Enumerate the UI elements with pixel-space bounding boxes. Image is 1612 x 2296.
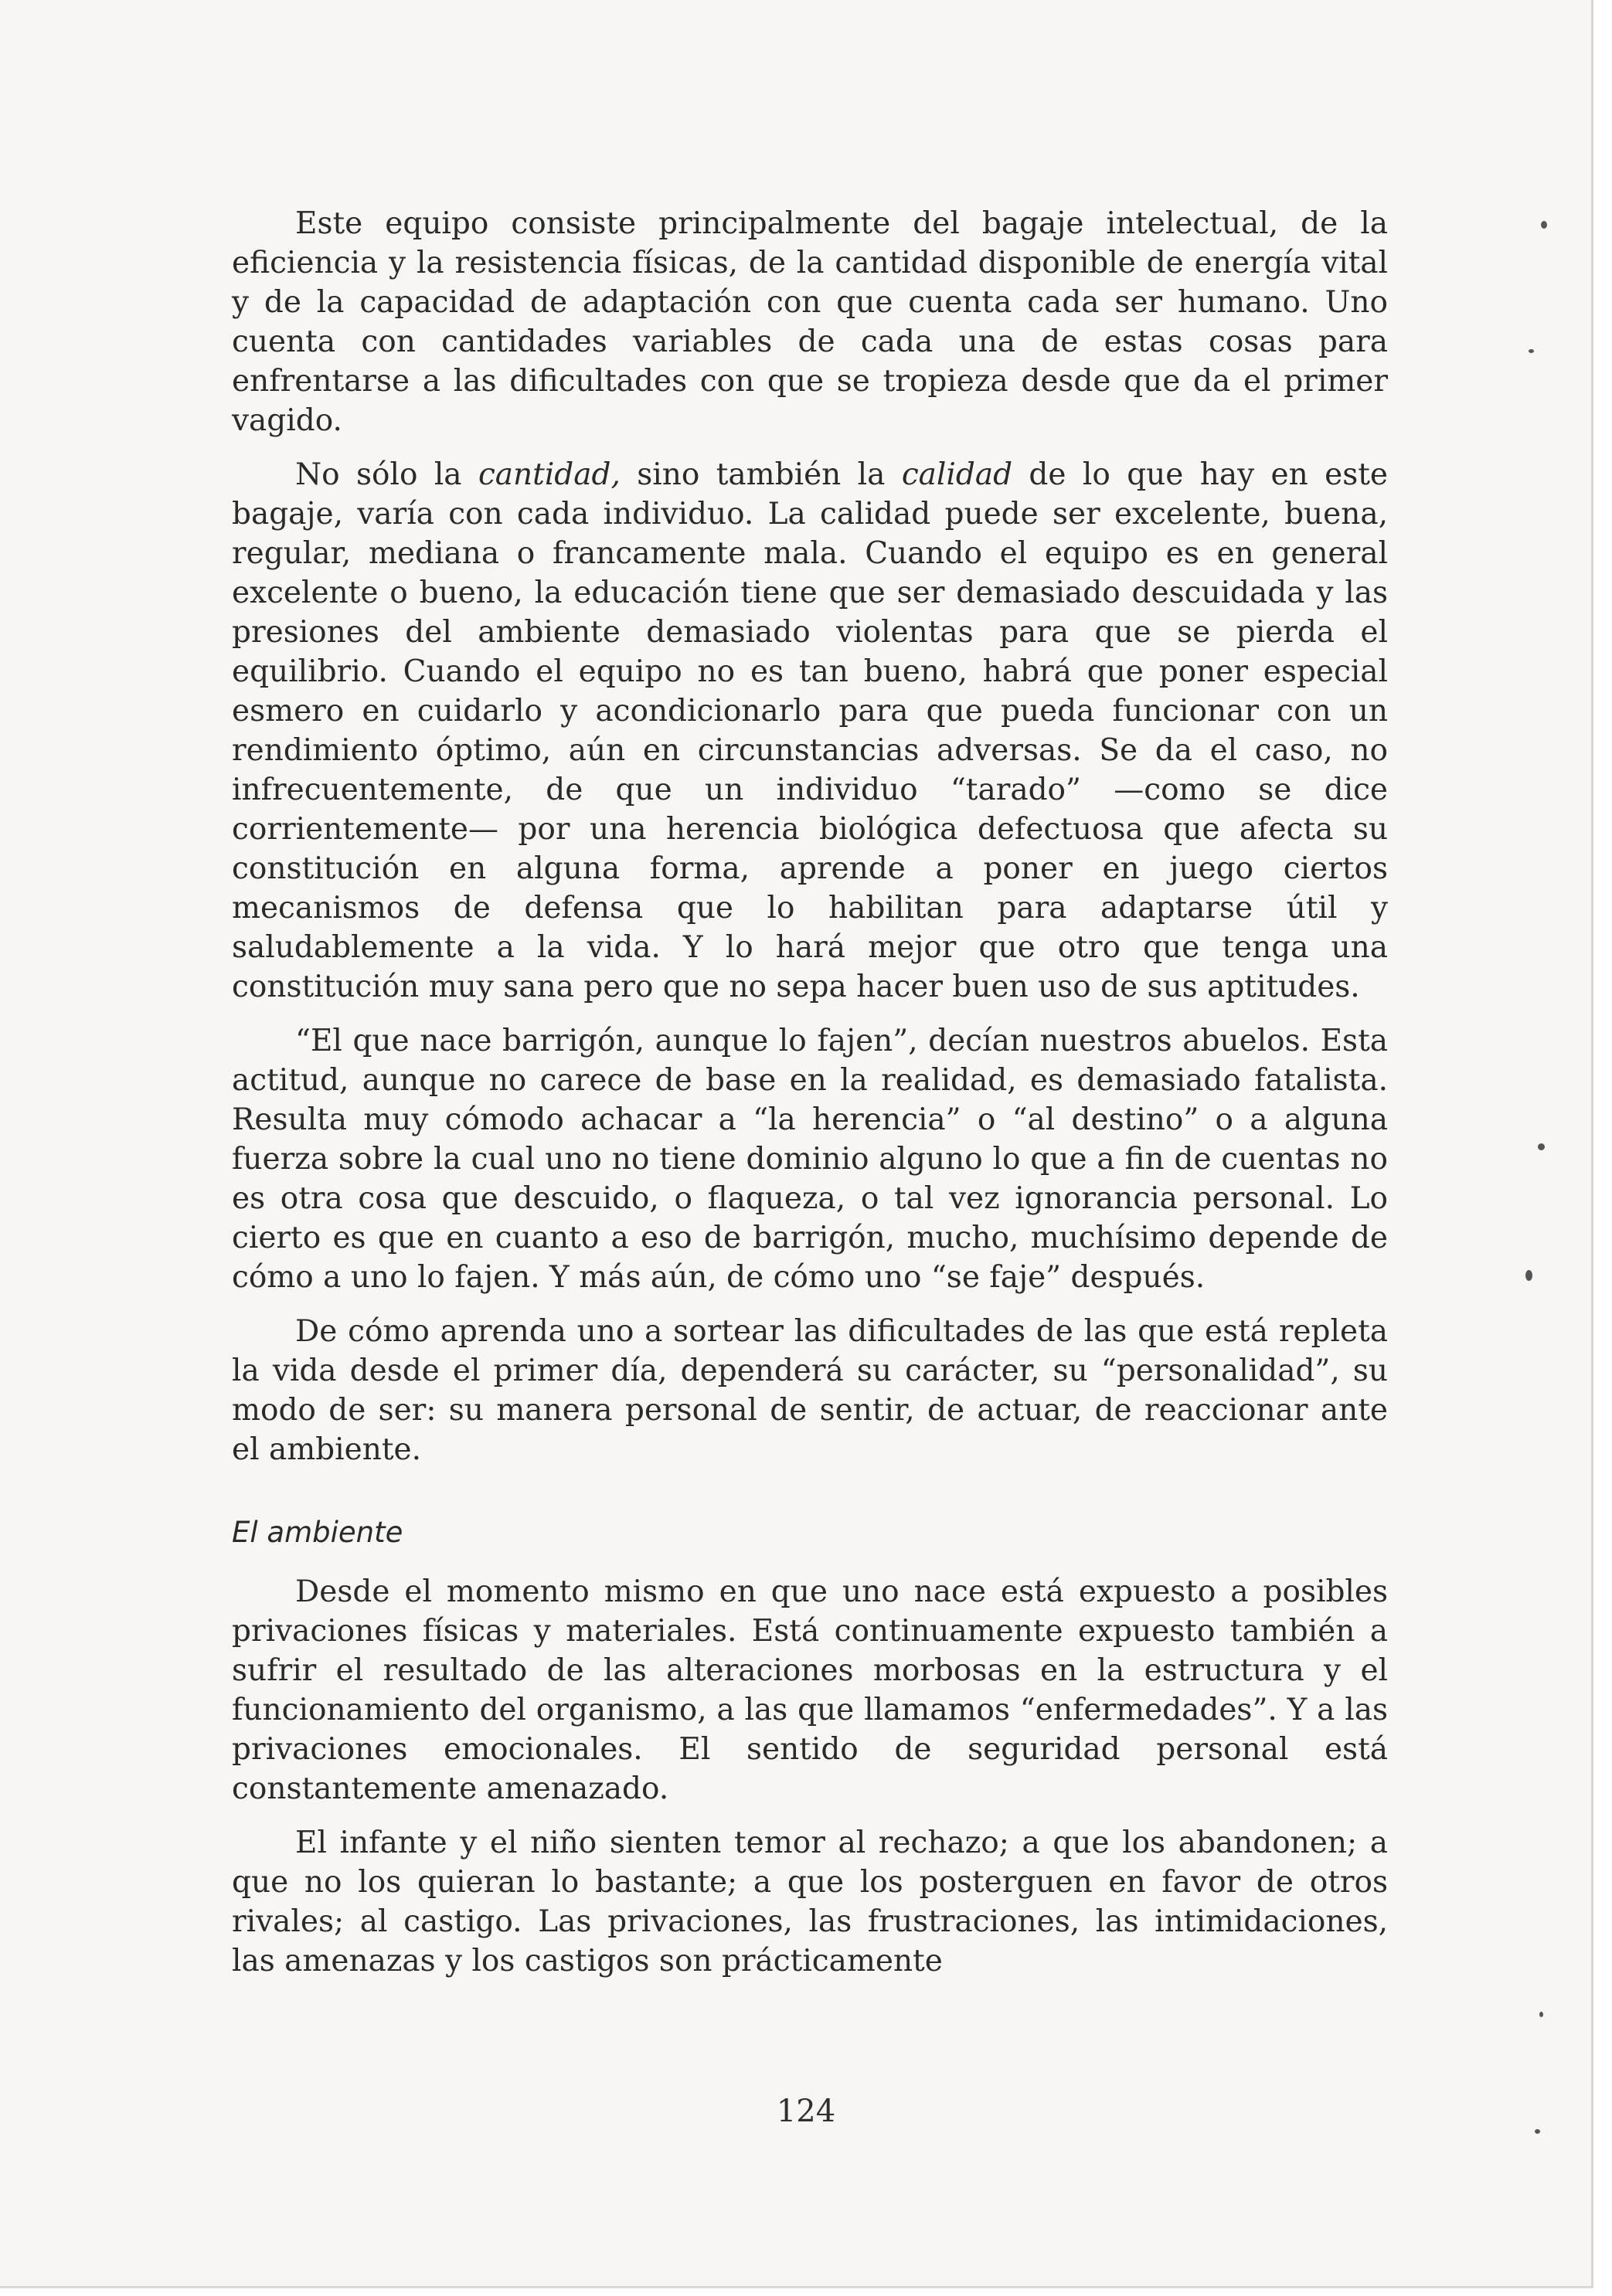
scan-speck <box>1541 221 1547 229</box>
text-run: sino también la <box>620 457 902 492</box>
text-run: No sólo la <box>295 457 478 492</box>
paragraph-6 <box>232 1823 1388 1981</box>
paragraph-3 <box>232 1021 1388 1297</box>
text-run: Este equipo consiste principalmente del bagaje intelectual, de la eficiencia y la resistencia físicas, de la cantidad disponible de energía vital y de la capacidad de adaptación con que cuenta cada ser humano. Uno cuenta con cantidades variables de cada una de estas cosas para enfrentarse a las dificultades con que se tropieza desde que da el primer vagido. <box>232 206 1388 438</box>
page-number: 124 <box>776 2094 836 2129</box>
scan-speck <box>1535 2129 1540 2134</box>
scan-speck <box>1538 1143 1545 1150</box>
text-run: El infante y el niño sienten temor al rechazo; a que los abandonen; a que no los quieran lo bastante; a que los posterguen en favor de otros rivales; al castigo. Las privaciones, las frustraciones, las intimidaciones, las amenazas y los castigos son prácticamente <box>232 1826 1388 1978</box>
scan-speck <box>1539 2012 1543 2017</box>
paragraph-2 <box>232 455 1388 1007</box>
paragraph-4 <box>232 1312 1388 1469</box>
section-heading: El ambiente <box>232 1516 403 1549</box>
scan-speck <box>1529 349 1534 353</box>
text-run: Desde el momento mismo en que uno nace está expuesto a posibles privaciones físicas y materiales. Está continuamente expuesto también a sufrir el resultado de las alteraciones morbosas en la estructura y el funcionamiento del organismo, a las que llamamos “enfermedades”. Y a las privaciones emocionales. El sentido de seguridad personal está constantemente amenazado. <box>232 1574 1388 1806</box>
italic-text: cantidad, <box>478 457 621 492</box>
text-run: “El que nace barrigón, aunque lo fajen”, decían nuestros abuelos. Esta actitud, aunque no carece de base en la realidad, es demasiado fatalista. Resulta muy cómodo achacar a “la herencia” o “al destino” o a alguna fuerza sobre la cual uno no tiene dominio alguno lo que a fin de cuentas no es otra cosa que descuido, o flaqueza, o tal vez ignorancia personal. Lo cierto es que en cuanto a eso de barrigón, mucho, muchísimo depende de cómo a uno lo fajen. Y más aún, de cómo uno “se faje” después. <box>232 1024 1388 1295</box>
scan-speck <box>1525 1270 1532 1281</box>
body-text <box>232 204 1388 1995</box>
paragraph-5 <box>232 1572 1388 1809</box>
paragraph-1 <box>232 204 1388 440</box>
text-run: de lo que hay en este bagaje, varía con cada individuo. La calidad puede ser excelente, buena, regular, mediana o francamente mala. Cuando el equipo es en general excelente o bueno, la educación tiene que ser demasiado descuidada y las presiones del ambiente demasiado violentas para que se pierda el equilibrio. Cuando el equipo no es tan bueno, habrá que poner especial esmero en cuidarlo y acondicionarlo para que pueda funcionar con un rendimiento óptimo, aún en circunstancias adversas. Se da el caso, no infrecuentemente, de que un individuo “tarado” —como se dice corrientemente— por una herencia biológica defectuosa que afecta su constitución en alguna forma, aprende a poner en juego ciertos mecanismos de defensa que lo habilitan para adaptarse útil y saludablemente a la vida. Y lo hará mejor que otro que tenga una constitución muy sana pero que no sepa hacer buen uso de sus aptitudes. <box>232 457 1388 1004</box>
text-run: De cómo aprenda uno a sortear las dificultades de las que está repleta la vida desde el primer día, dependerá su carácter, su “personalidad”, su modo de ser: su manera personal de sentir, de actuar, de reaccionar ante el ambiente. <box>232 1314 1388 1467</box>
italic-text: calidad <box>901 457 1013 492</box>
